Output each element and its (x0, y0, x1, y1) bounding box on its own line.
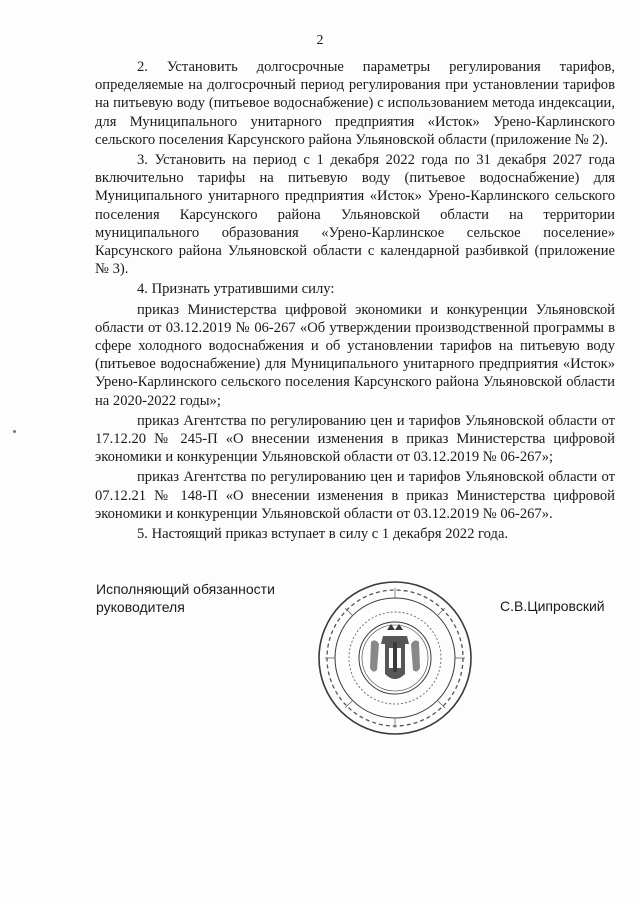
paragraph-3-set-tariffs: 3. Установить на период с 1 декабря 2022 года по 31 декабря 2027 года включительно тарифы на питьевую воду (питьевое водоснабжение) для Муниципального унитарного предприятия «Исток» Урено-Карлинского сельского поселения Карсунского района Ульяновской области на территории муниципального образования «Урено-Карлинское сельское поселение» Карсунского района Ульяновской области с календарной разбивкой (приложение № 3). (95, 152, 615, 278)
document-body (95, 58, 615, 543)
paragraph-2-long-term-parameters: 2. Установить долгосрочные параметры регулирования тарифов, определяемые на долгосрочный период регулирования при установлении тарифов на питьевую воду (питьевое водоснабжение) с использованием метода индексации, для Муниципального унитарного предприятия «Исток» Урено-Карлинского сельского поселения Карсунского района Ульяновской области (приложение № 2). (95, 59, 615, 148)
signatory-position-line-2: руководителя (96, 599, 185, 615)
page-number: 2 (316, 33, 324, 48)
official-seal-stamp (315, 578, 475, 738)
repealed-order-1: приказ Министерства цифровой экономики и конкуренции Ульяновской области от 03.12.2019 № 06-267 «Об утверждении производственной программы в сфере холодного водоснабжения и об установлении тарифов на питьевую воду (питьевое водоснабжение) для Муниципального унитарного предприятия «Исток» Урено-Карлинского сельского поселения Карсунского района Ульяновской области на 2020-2022 годы»; (95, 301, 615, 409)
paragraph-5-effective-date: 5. Настоящий приказ вступает в силу с 1 декабря 2022 года. (137, 526, 509, 543)
paragraph-4-repeal-heading: 4. Признать утратившими силу: (137, 281, 335, 298)
signatory-position (96, 580, 316, 616)
signatory-name: С.В.Ципровский (500, 598, 605, 614)
scan-speck (13, 430, 16, 433)
signatory-position-line-1: Исполняющий обязанности (96, 581, 275, 597)
repealed-order-2: приказ Агентства по регулированию цен и тарифов Ульяновской области от 17.12.20 № 245-П «О внесении изменения в приказ Министерства цифровой экономики и конкуренции Ульяновской области от 03.12.2019 № 06-267»; (95, 412, 615, 466)
repealed-order-3: приказ Агентства по регулированию цен и тарифов Ульяновской области от 07.12.21 № 148-П «О внесении изменения в приказ Министерства цифровой экономики и конкуренции Ульяновской области от 03.12.2019 № 06-267». (95, 469, 615, 522)
